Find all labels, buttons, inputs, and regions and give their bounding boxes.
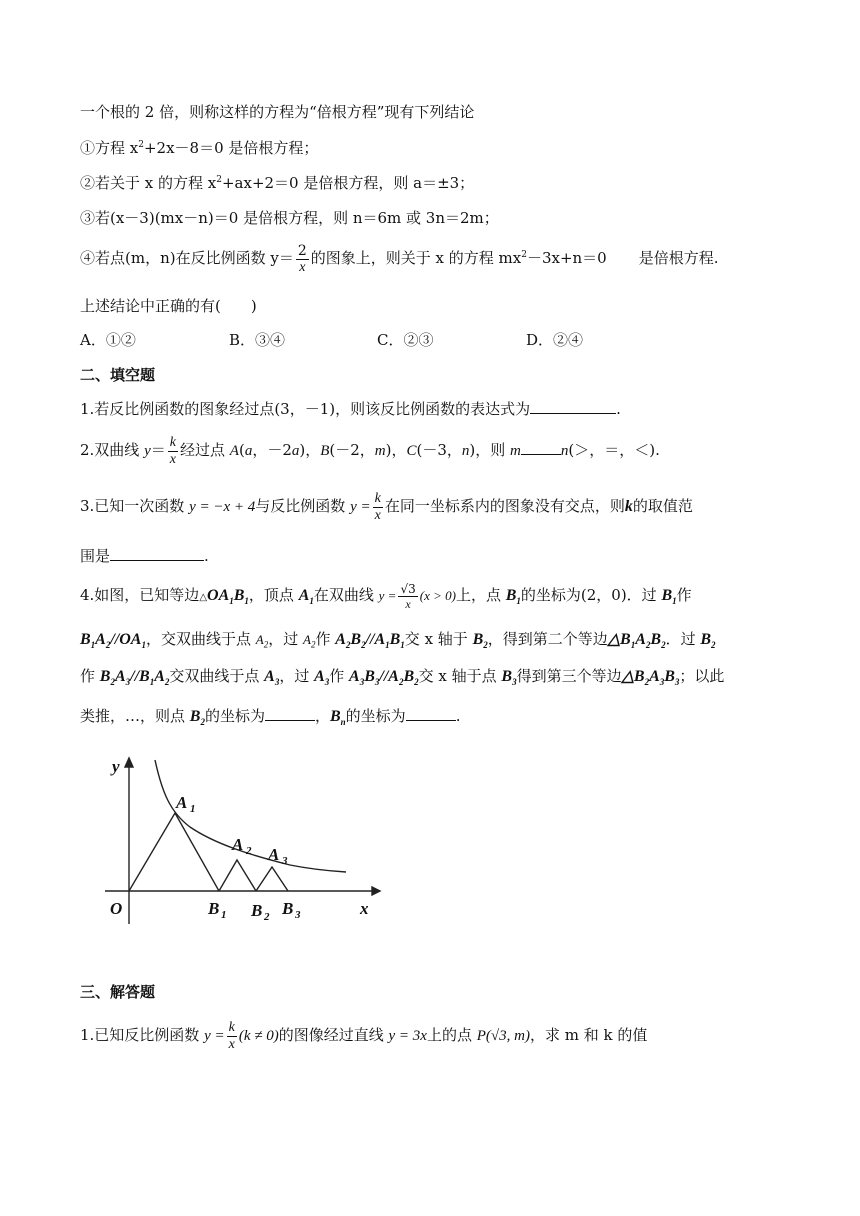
fill-q1: 1.若反比例函数的图象经过点(3，－1)，则该反比例函数的表达式为 . [80,400,621,418]
fill-q4-line3: 作 $B_2A_3//B_1A_2$交双曲线于点 $A_3$，过 $A_3$作 $A_3B_3//A_2B_2$交 x 轴于点 $B_3$得到第三个等边$\triangle B_2A_3B_3$；以此 [80,667,725,688]
section-2-title: 二、填空题 [80,366,156,384]
svg-text:1: 1 [190,803,196,815]
triangle-b1a2b2 [219,860,256,891]
x-axis-arrow [372,887,380,895]
option-c: C．②③ [377,331,434,349]
fill-q4-line1: 4.如图，已知等边$\triangle OA_1B_1$，顶点 $A_1$在双曲线 y = $\frac{√3}{x}$ (x > 0)上，点 $B_1$的坐标为(2，0)．过 $B_1$作 [80,581,692,611]
fill-q3-line2: 围是 . [80,547,209,565]
conclusion-2: ②若关于 x 的方程 $x^2+ax+2=0$ 是倍根方程，则 a＝±3； [80,174,475,192]
label-x: x [360,899,369,918]
fraction-2-over-x: $\frac{2}{x}$ [297,242,307,275]
triangle-oa1b1 [129,813,219,891]
fill-q4-line2: $B_1A_2//OA_1$，交双曲线于点 $A_2$，过 $A_2$作 $A_2B_2//A_1B_1$交 x 轴于 $B_2$，得到第二个等边$\triangle B_1A_2B_2$．过 $B_2$ [80,630,716,651]
y-axis-arrow [125,758,133,767]
fill-q3-line1: 3.已知一次函数 y = −x + 4与反比例函数 y = $\frac{k}{x}$ 在同一坐标系内的图象没有交点，则k的取值范 [80,490,693,523]
svg-text:2: 2 [246,845,252,857]
svg-text:3: 3 [282,855,288,867]
solve-q1: 1.已知反比例函数 y = $\frac{k}{x}$ (k ≠ 0)的图像经过直线 y = 3x上的点 P(√3, m)，求 m 和 k 的值 [80,1019,648,1052]
option-d: D．②④ [526,331,584,349]
label-b3: B [282,899,294,918]
conclusion-4: ④若点(m，n)在反比例函数 y＝ $\frac{2}{x}$ 的图象上，则关于 x 的方程 $mx^2-3x+n=0$ 是倍根方程. [80,242,719,275]
option-a: A．①② [80,331,136,349]
section-3-title: 三、解答题 [80,983,156,1001]
question-end: 上述结论中正确的有( ) [80,297,257,315]
intro-line: 一个根的 2 倍，则称这样的方程为“倍根方程”现有下列结论 [80,103,475,121]
svg-text:1: 1 [221,909,227,921]
conclusion-1: ①方程 $x^2+2x-8=0$ 是倍根方程； [80,139,319,157]
svg-text:3: 3 [295,909,301,921]
conclusion-3: ③若(x－3)(mx－n)＝0 是倍根方程，则 n＝6m 或 3n＝2m； [80,209,499,227]
option-b: B．③④ [229,331,286,349]
hyperbola-triangles-figure [100,752,390,932]
label-o: O [110,899,123,918]
label-a2: A [232,835,244,854]
fill-q4-line4: 类推，…，则点 $B_2$的坐标为 ，$B_n$的坐标为 . [80,707,461,728]
label-b1: B [208,899,220,918]
label-b2: B [251,901,263,920]
triangle-b2a3b3 [256,867,288,891]
fill-q2: 2.双曲线 y＝ $\frac{k}{x}$ 经过点 A(a，－2a)，B(－2，m)，C(－3，n)，则 m n(＞，＝，＜). [80,434,660,467]
label-y: y [112,757,120,776]
label-a3: A [268,845,280,864]
svg-text:2: 2 [264,911,270,923]
label-a1: A [176,793,188,812]
